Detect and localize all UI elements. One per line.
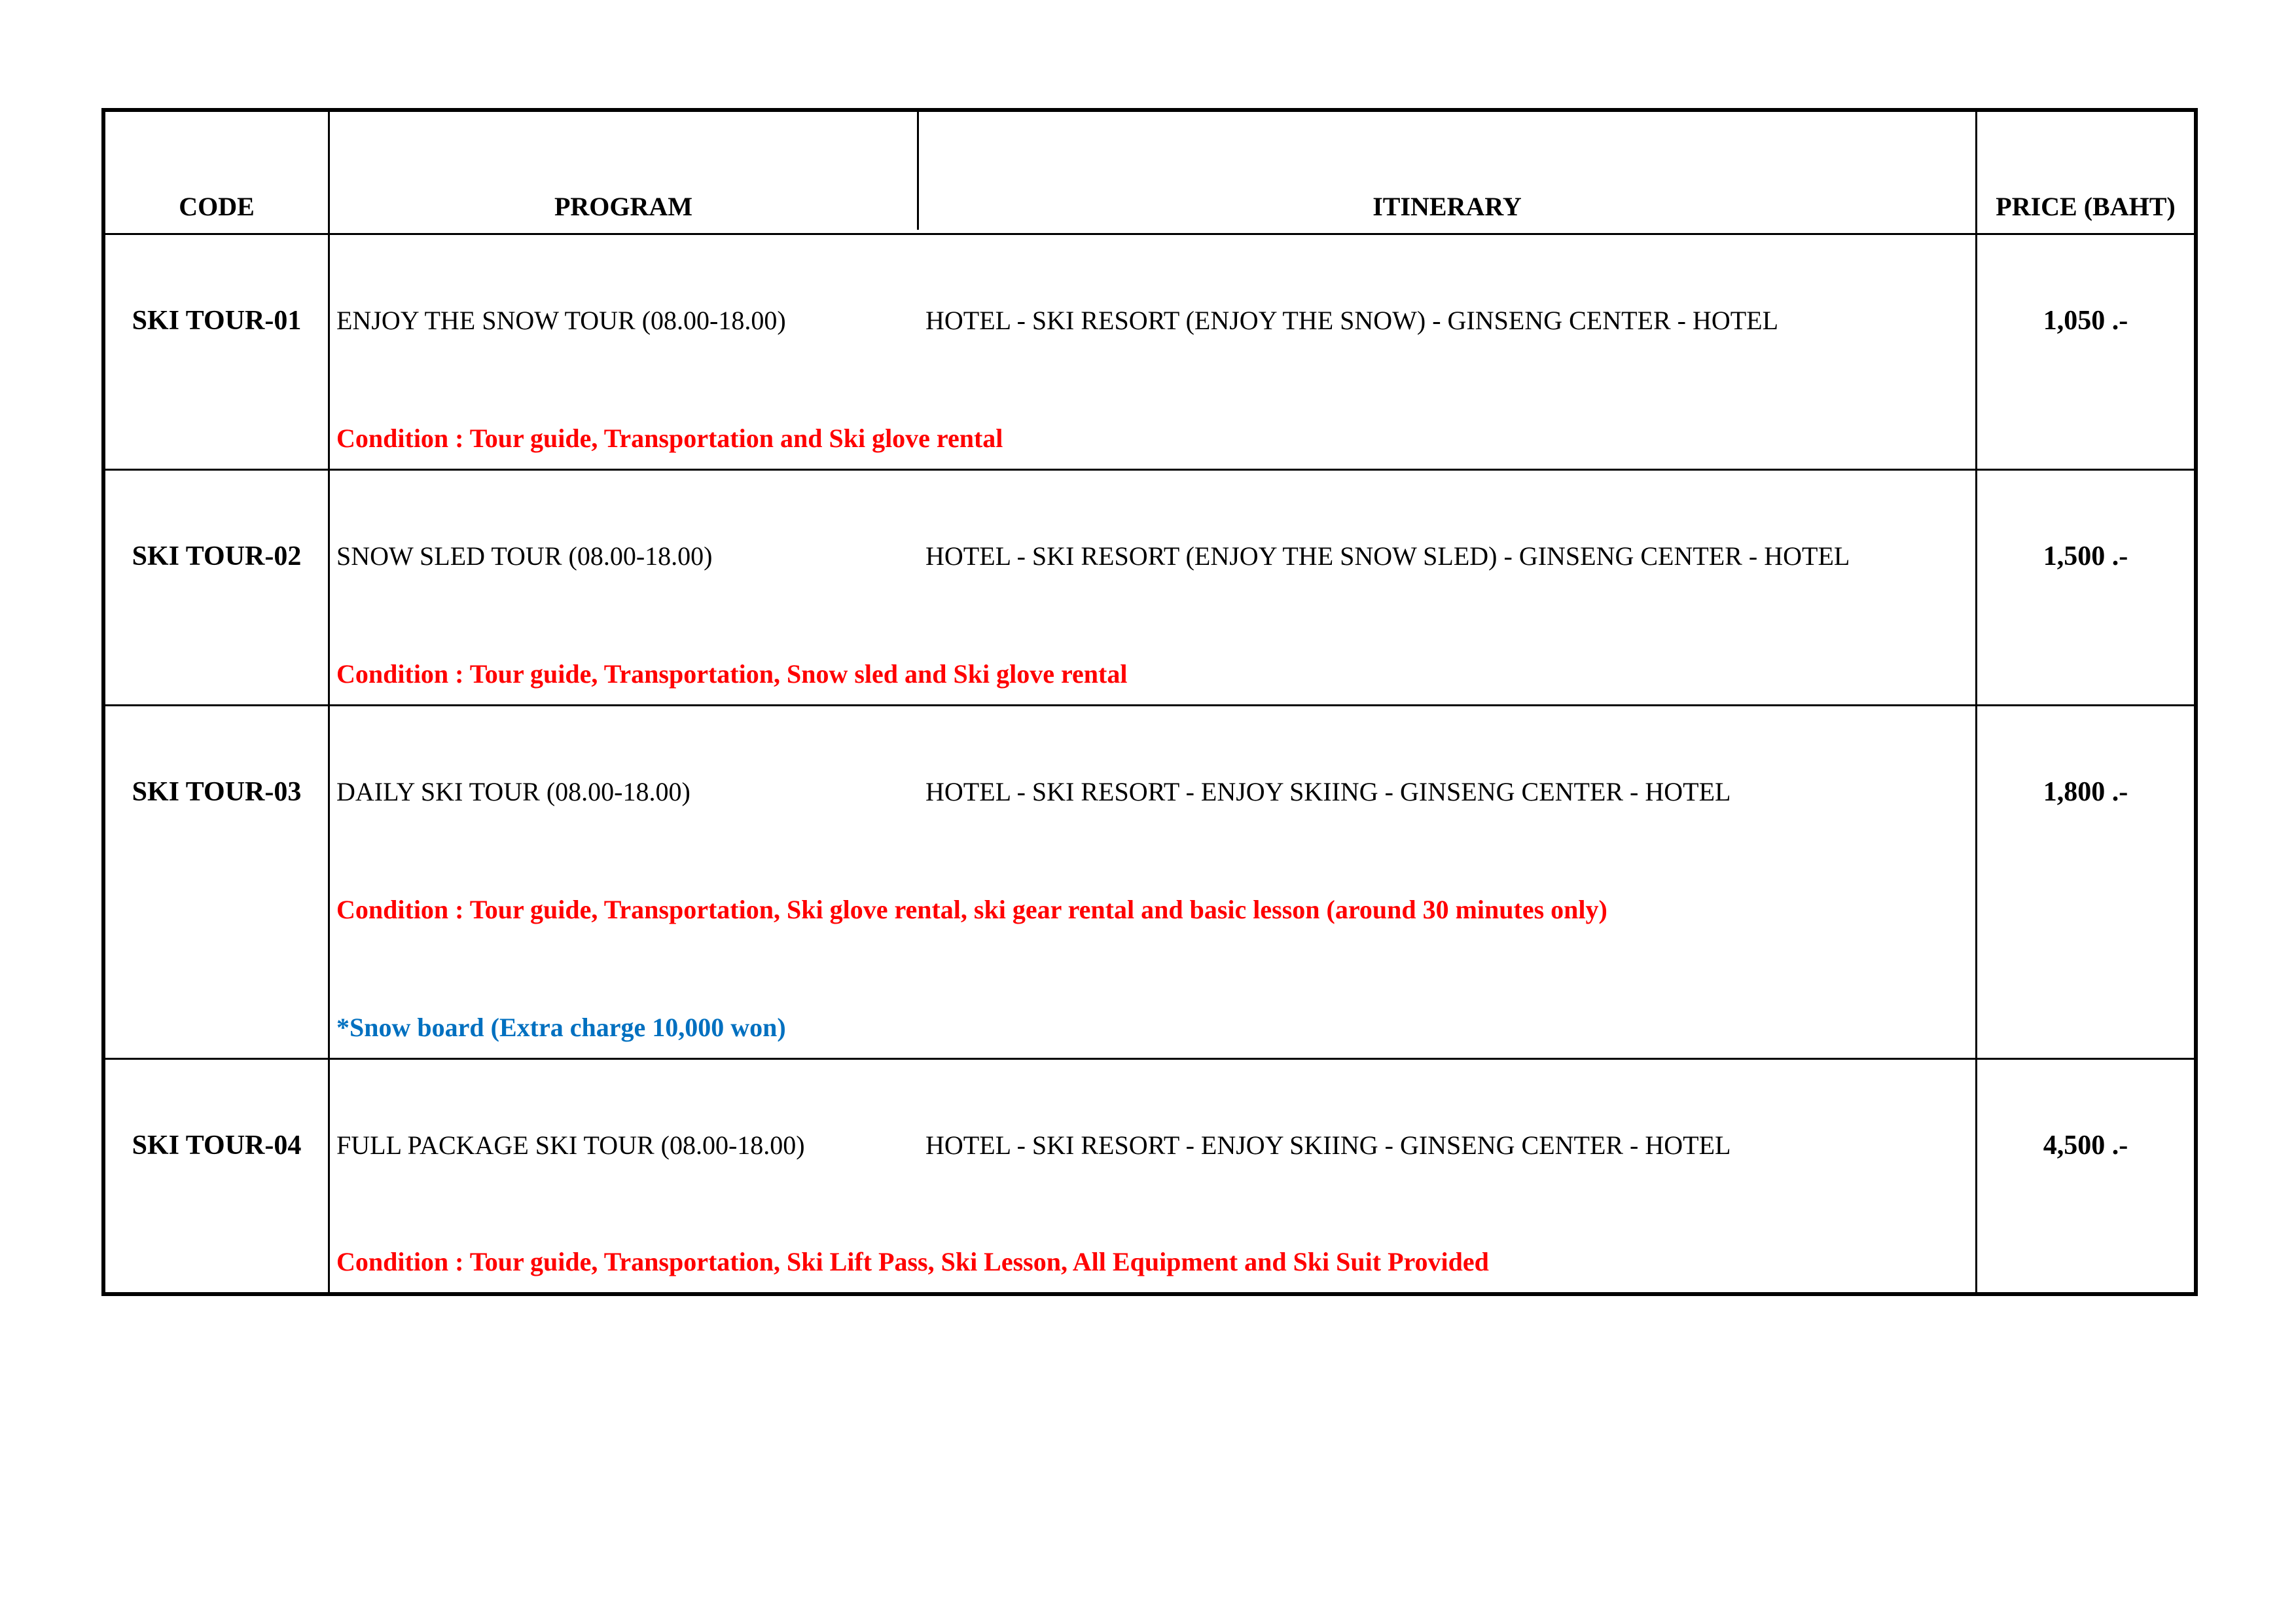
row-code: SKI TOUR-02 <box>132 541 302 571</box>
row-code: SKI TOUR-01 <box>132 306 302 336</box>
row-price: 4,500 .- <box>2043 1130 2128 1161</box>
row-code: SKI TOUR-04 <box>132 1130 302 1161</box>
row-note: *Snow board (Extra charge 10,000 won) <box>336 1013 786 1042</box>
row-divider <box>105 1058 2194 1060</box>
header-itinerary: ITINERARY <box>1372 192 1522 221</box>
row-condition: Condition : Tour guide, Transportation, Ski glove rental, ski gear rental and basic lesson (around 30 minutes only) <box>336 895 1607 924</box>
row-code: SKI TOUR-03 <box>132 777 302 807</box>
row-program: ENJOY THE SNOW TOUR (08.00-18.00) <box>336 306 786 335</box>
row-program: FULL PACKAGE SKI TOUR (08.00-18.00) <box>336 1130 805 1160</box>
header-price: PRICE (BAHT) <box>1996 192 2176 221</box>
row-price: 1,500 .- <box>2043 541 2128 571</box>
header-divider <box>105 233 2194 235</box>
header-program: PROGRAM <box>554 192 693 221</box>
row-itinerary: HOTEL - SKI RESORT - ENJOY SKIING - GINSENG CENTER - HOTEL <box>925 1130 1731 1160</box>
row-divider <box>105 469 2194 471</box>
row-condition: Condition : Tour guide, Transportation, Ski Lift Pass, Ski Lesson, All Equipment and Ski Suit Provided <box>336 1247 1489 1276</box>
row-itinerary: HOTEL - SKI RESORT (ENJOY THE SNOW SLED) - GINSENG CENTER - HOTEL <box>925 541 1850 571</box>
row-itinerary: HOTEL - SKI RESORT (ENJOY THE SNOW) - GINSENG CENTER - HOTEL <box>925 306 1779 335</box>
ski-tour-price-table <box>101 108 2198 1296</box>
row-condition: Condition : Tour guide, Transportation and Ski glove rental <box>336 424 1003 453</box>
header-code: CODE <box>179 192 255 221</box>
column-divider <box>328 112 330 1292</box>
row-itinerary: HOTEL - SKI RESORT - ENJOY SKIING - GINSENG CENTER - HOTEL <box>925 777 1731 806</box>
column-divider <box>1975 112 1977 1292</box>
row-price: 1,050 .- <box>2043 306 2128 336</box>
row-program: SNOW SLED TOUR (08.00-18.00) <box>336 541 713 571</box>
row-condition: Condition : Tour guide, Transportation, Snow sled and Ski glove rental <box>336 659 1128 689</box>
row-program: DAILY SKI TOUR (08.00-18.00) <box>336 777 691 806</box>
row-divider <box>105 704 2194 706</box>
row-price: 1,800 .- <box>2043 777 2128 807</box>
